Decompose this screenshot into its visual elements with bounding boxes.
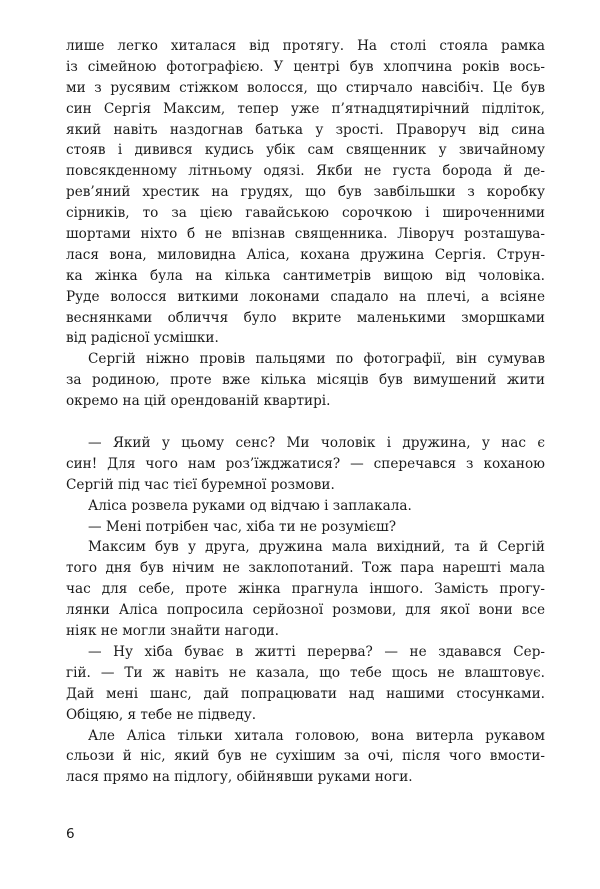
paragraph [66, 433, 545, 496]
text-line: Руде волосся виткими локонами спадало на плечі, а всіяне [66, 288, 545, 305]
text-line: Аліса розвела руками од відчаю і заплакала. [88, 497, 412, 514]
text-line: Обіцяю, я тебе не підведу. [66, 706, 257, 723]
paragraph [66, 537, 545, 641]
text-line: Дай мені шанс, дай попрацювати над нашими стосунками. [66, 685, 545, 702]
text-line: від радісної усмішки. [66, 330, 219, 347]
text-line: стояв і дивився кудись убік сам священник у звичайному [66, 142, 545, 159]
text-line: повсякденному літньому одязі. Якби не густа борода й де- [66, 163, 545, 180]
text-line: того дня був нічим не заклопотаний. Тож пара нарешті мала [66, 560, 545, 577]
text-line: із сімейною фотографією. У центрі був хлопчина років вось- [66, 58, 545, 75]
text-line: Максим був у друга, дружина мала вихідний, та й Сергій [88, 539, 545, 556]
text-line: — Мені потрібен час, хіба ти не розумієш? [88, 518, 397, 535]
text-line: час для себе, проте жінка прагнула іншого. Замість прогу- [66, 581, 545, 598]
text-line: Але Аліса тільки хитала головою, вона витерла рукавом [88, 727, 545, 744]
text-line: ка жінка була на кілька сантиметрів вищою від чоловіка. [66, 267, 545, 284]
text-line: веснянками обличчя було вкрите маленькими зморшками [66, 309, 545, 326]
text-line: гій. — Ти ж навіть не казала, що тебе щось не влаштовує. [66, 664, 545, 681]
paragraph [66, 36, 545, 349]
text-line: сірників, то за цією гавайською сорочкою і широченними [66, 205, 545, 222]
text-line: Сергій ніжно провів пальцями по фотографії, він сумував [88, 351, 545, 368]
page-number: 6 [66, 826, 75, 842]
paragraph [66, 642, 545, 726]
text-line: син! Для чого нам роз’їжджатися? — сперечався з коханою [66, 455, 545, 472]
paragraph [66, 726, 545, 789]
text-line: — Ну хіба буває в житті перерва? — не здавався Сер- [88, 643, 545, 660]
text-line: за родиною, проте вже кілька місяців був вимушений жити [66, 372, 545, 389]
text-line: лянки Аліса попросила серйозної розмови, для якої вони все [66, 602, 545, 619]
text-line: ми з русявим стіжком волосся, що стирчало навсібіч. Це був [66, 79, 545, 96]
paragraph [66, 496, 545, 517]
text-line: ніяк не могли знайти нагоди. [66, 623, 279, 640]
paragraph [66, 349, 545, 412]
text-line: — Який у цьому сенс? Ми чоловік і дружина, у нас є [88, 435, 545, 452]
text-line: шортами ніхто б не впізнав священника. Ліворуч розташува- [66, 226, 545, 243]
text-line: окремо на цій орендованій квартирі. [66, 393, 331, 410]
text-line: лася прямо на підлогу, обійнявши руками ноги. [66, 769, 413, 786]
text-line: лася вона, миловидна Аліса, кохана дружина Сергія. Струн- [66, 246, 545, 263]
paragraph-gap [66, 412, 545, 433]
text-line: рев’яний хрестик на грудях, що був завбільшки з коробку [66, 184, 545, 201]
text-line: Сергій під час тієї буремної розмови. [66, 476, 335, 493]
text-line: який навіть наздогнав батька у зрості. Праворуч від сина [66, 121, 545, 138]
body-text [66, 36, 545, 788]
text-line: сльози й ніс, який був не сухішим за очі, після чого вмости- [66, 748, 545, 765]
text-line: син Сергія Максим, тепер уже п’ятнадцятирічний підліток, [66, 100, 545, 117]
paragraph [66, 517, 545, 538]
text-line: лише легко хиталася від протягу. На столі стояла рамка [66, 38, 545, 54]
